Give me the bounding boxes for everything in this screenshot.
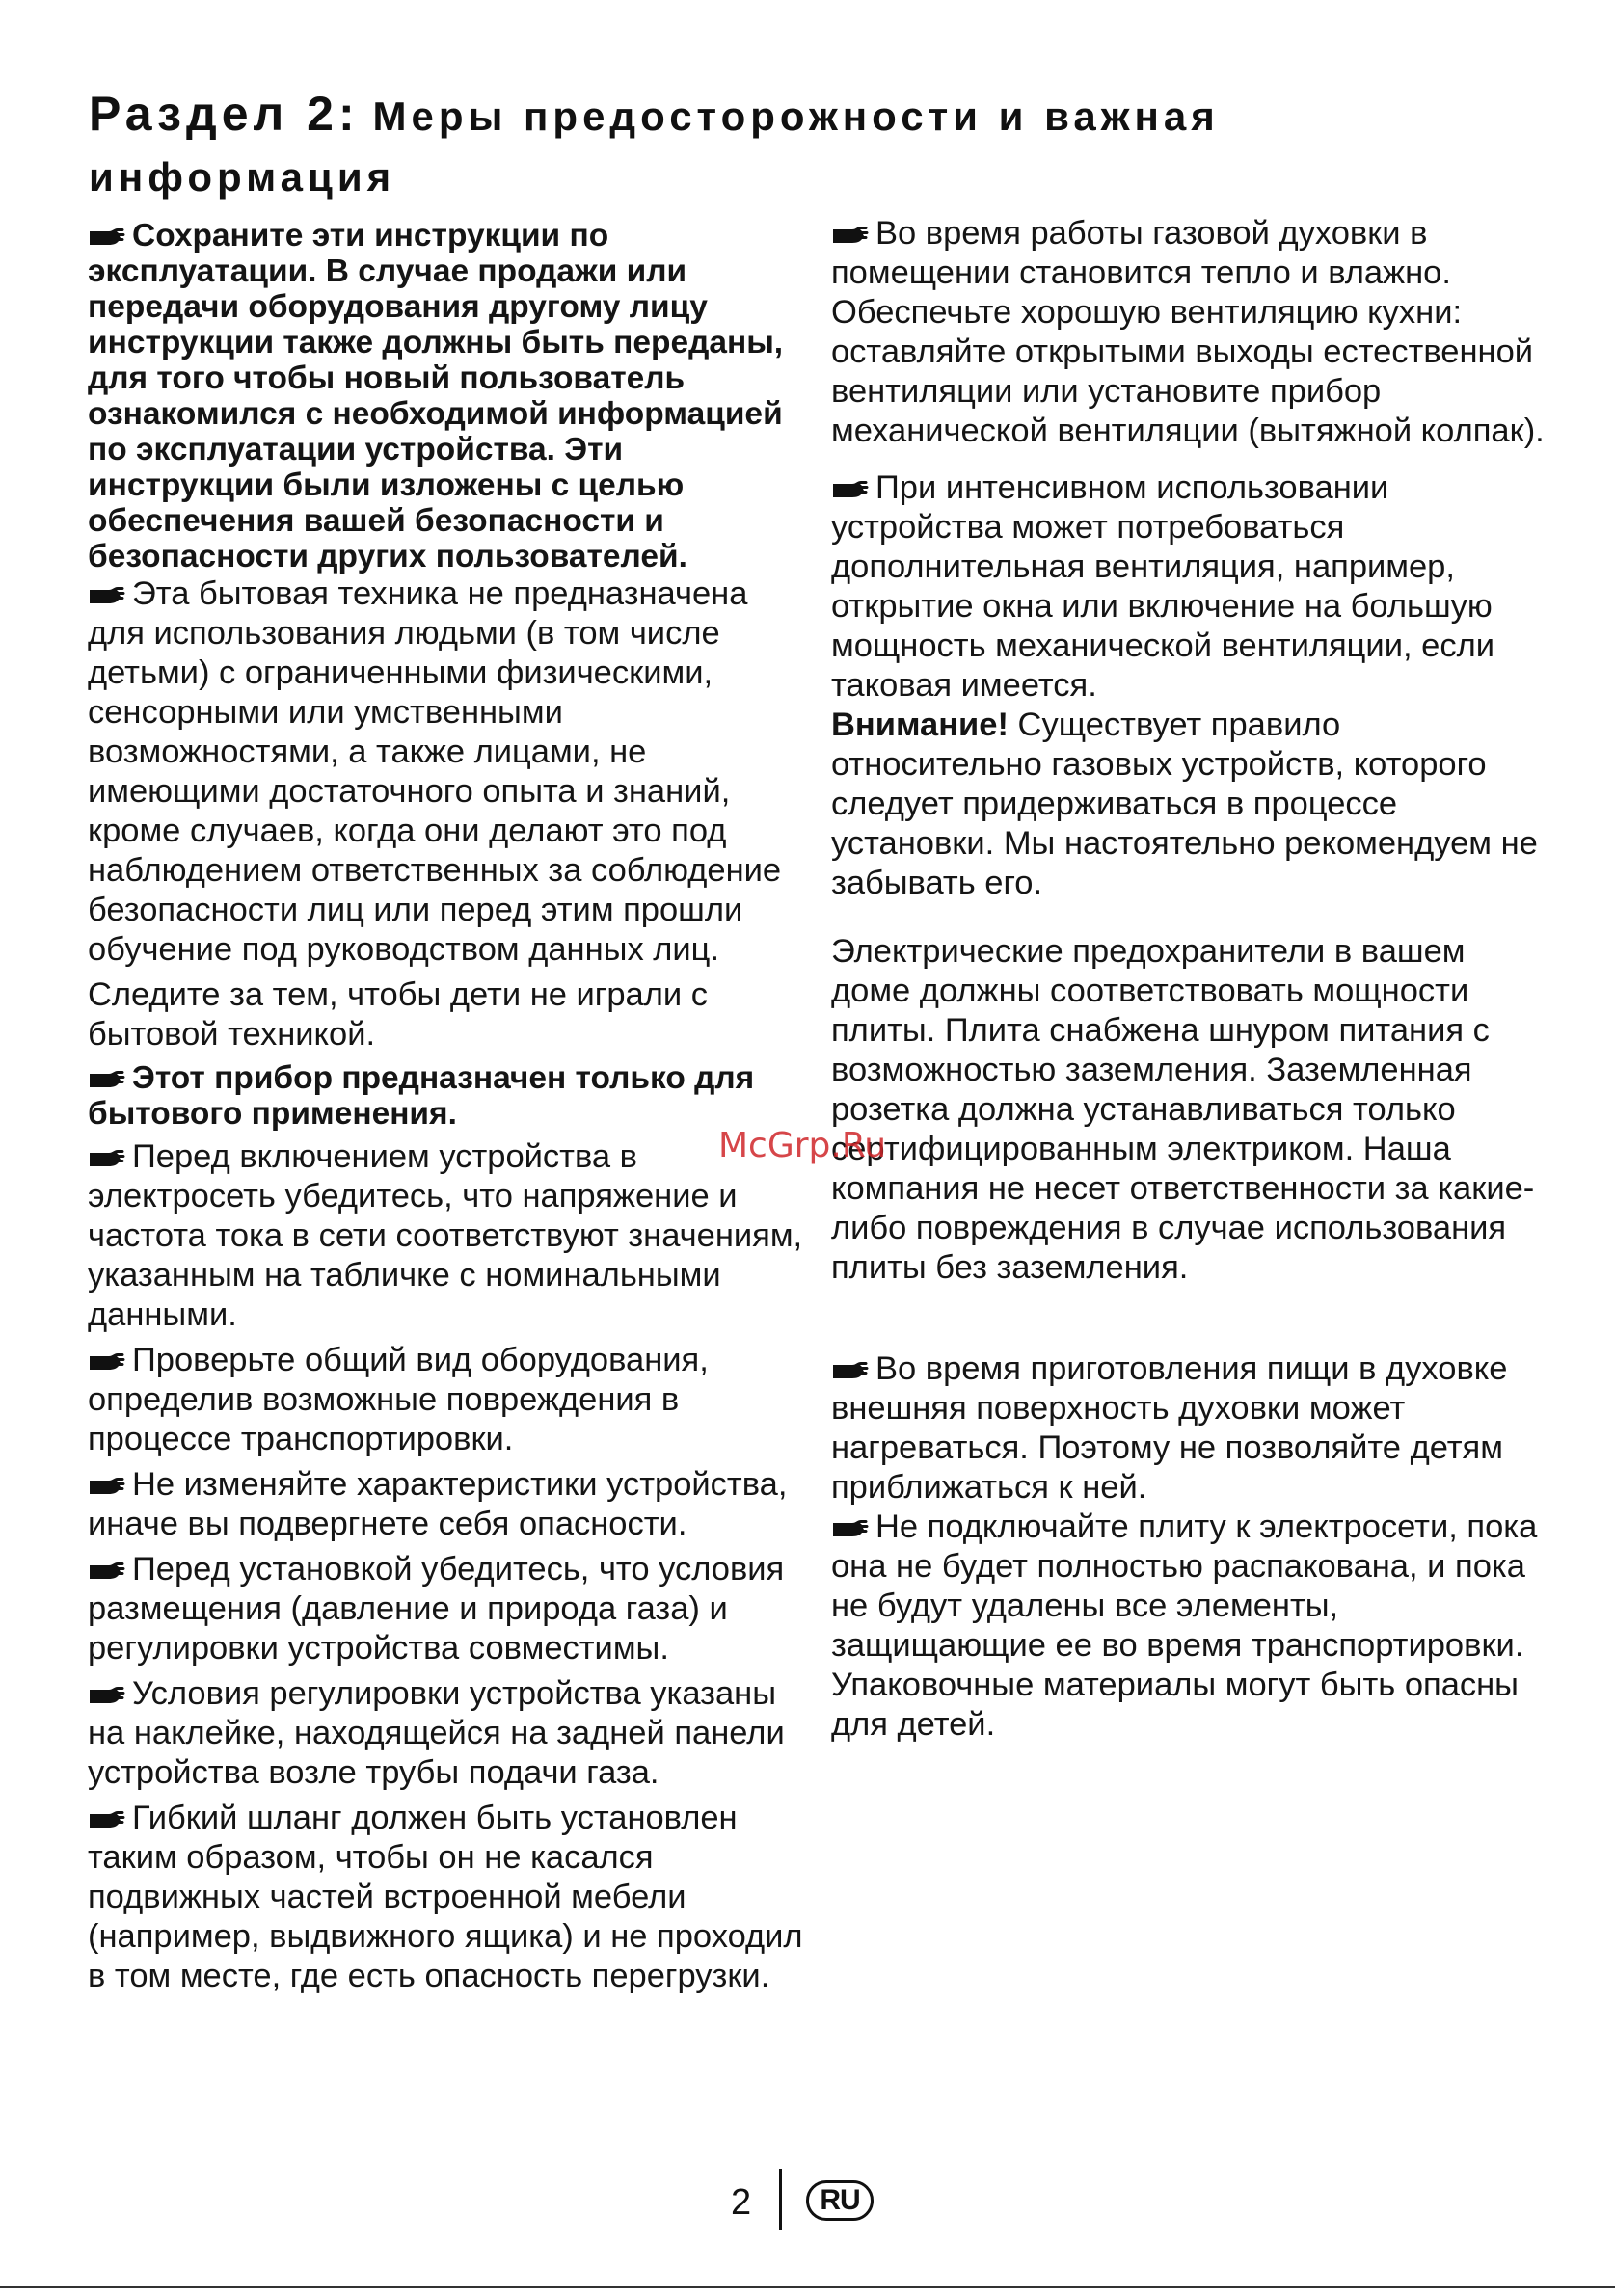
paragraph: Сохраните эти инструкции по эксплуатации. В случае продажи или передачи оборудования другому лицу инструкции также должны быть переданы, для того чтобы новый пользователь ознакомился с необходимой информацией по эксплуатации устройства. Эти инструкции были изложены с целью обеспечения вашей безопасности и безопасности других пользователей. xyxy=(88,218,784,574)
bottom-rule xyxy=(0,2286,1615,2288)
paragraph: Этот прибор предназначен только для бытового применения. xyxy=(88,1060,755,1132)
paragraph: Во время приготовления пищи в духовке внешняя поверхность духовки может нагреваться. Поэтому не позволяйте детям приближаться к ней. xyxy=(831,1350,1508,1506)
pointing-hand-icon xyxy=(88,584,126,605)
paragraph: Следите за тем, чтобы дети не играли с бытовой техникой. xyxy=(88,976,708,1053)
pointing-hand-icon xyxy=(88,1560,126,1581)
pointing-hand-icon xyxy=(831,1359,870,1380)
paragraph: Эта бытовая техника не предназначена для использования людьми (в том числе детьми) с ограниченными физическими, сенсорными или умственными возможностями, а также лицами, не имеющими достаточного опыта и знаний, кроме случаев, когда они делают это под наблюдением ответственных за соблюдение безопасности лиц или перед этим прошли обучение под руководством данных лиц. xyxy=(88,575,782,968)
pointing-hand-icon xyxy=(88,226,126,247)
pointing-hand-icon xyxy=(831,224,870,245)
pointing-hand-icon xyxy=(88,1350,126,1372)
paragraph: Электрические предохранители в вашем доме должны соответствовать мощности плиты. Плита снабжена шнуром питания с возможностью заземления. Заземленная розетка должна устанавливаться только сертифицированным электриком. Наша компания не несет ответственности за какие-либо повреждения в случае использования плиты без заземления. xyxy=(831,933,1535,1286)
paragraph: Перед установкой убедитесь, что условия размещения (давление и природа газа) и регулировки устройства совместимы. xyxy=(88,1551,785,1667)
paragraph: Проверьте общий вид оборудования, определив возможные повреждения в процессе транспортировки. xyxy=(88,1342,709,1457)
paragraph: Не изменяйте характеристики устройства, иначе вы подвергнете себя опасности. xyxy=(88,1466,788,1542)
watermark: McGrp.Ru xyxy=(718,1126,887,1165)
page-footer xyxy=(713,2169,887,2236)
pointing-hand-icon xyxy=(88,1475,126,1496)
pointing-hand-icon xyxy=(831,1517,870,1538)
warning-label: Внимание! xyxy=(831,707,1009,743)
paragraph: Условия регулировки устройства указаны на наклейке, находящейся на задней панели устройства возле трубы подачи газа. xyxy=(88,1675,785,1791)
language-badge: RU xyxy=(806,2180,874,2221)
pointing-hand-icon xyxy=(88,1808,126,1829)
section-title: Меры предосторожности и важная информация xyxy=(89,93,1220,200)
page-number: 2 xyxy=(731,2182,752,2223)
paragraph: При интенсивном использовании устройства может потребоваться дополнительная вентиляция, например, открытие окна или включение на большую мощность механической вентиляции, если таковая имеется. xyxy=(831,469,1494,704)
paragraph: Не подключайте плиту к электросети, пока она не будет полностью распакована, и пока не будут удалены все элементы, защищающие ее во время транспортировки. xyxy=(831,1508,1538,1664)
section-label: Раздел 2: xyxy=(89,87,360,141)
pointing-hand-icon xyxy=(88,1684,126,1705)
pointing-hand-icon xyxy=(88,1147,126,1168)
pointing-hand-icon xyxy=(831,478,870,499)
footer-divider xyxy=(779,2169,782,2230)
pointing-hand-icon xyxy=(88,1068,126,1089)
paragraph: Во время работы газовой духовки в помещении становится тепло и влажно. Обеспечьте хорошую вентиляцию кухни: оставляйте открытыми выходы естественной вентиляции или установите прибор механической вентиляции (вытяжной колпак). xyxy=(831,215,1545,449)
paragraph: Упаковочные материалы могут быть опасны для детей. xyxy=(831,1667,1519,1743)
left-column xyxy=(88,218,806,1996)
paragraph: Перед включением устройства в электросеть убедитесь, что напряжение и частота тока в сети соответствуют значениям, указанным на табличке с номинальными данными. xyxy=(88,1138,803,1333)
page-title xyxy=(89,85,1535,209)
paragraph: Гибкий шланг должен быть установлен таким образом, чтобы он не касался подвижных частей встроенной мебели (например, выдвижного ящика) и не проходил в том месте, где есть опасность перегрузки. xyxy=(88,1800,803,1994)
warning-text: Существует правило относительно газовых устройств, которого следует придерживаться в процессе установки. Мы настоятельно рекомендуем не забывать его. xyxy=(831,707,1538,901)
warning-paragraph xyxy=(831,706,1545,903)
right-column xyxy=(831,214,1545,1745)
